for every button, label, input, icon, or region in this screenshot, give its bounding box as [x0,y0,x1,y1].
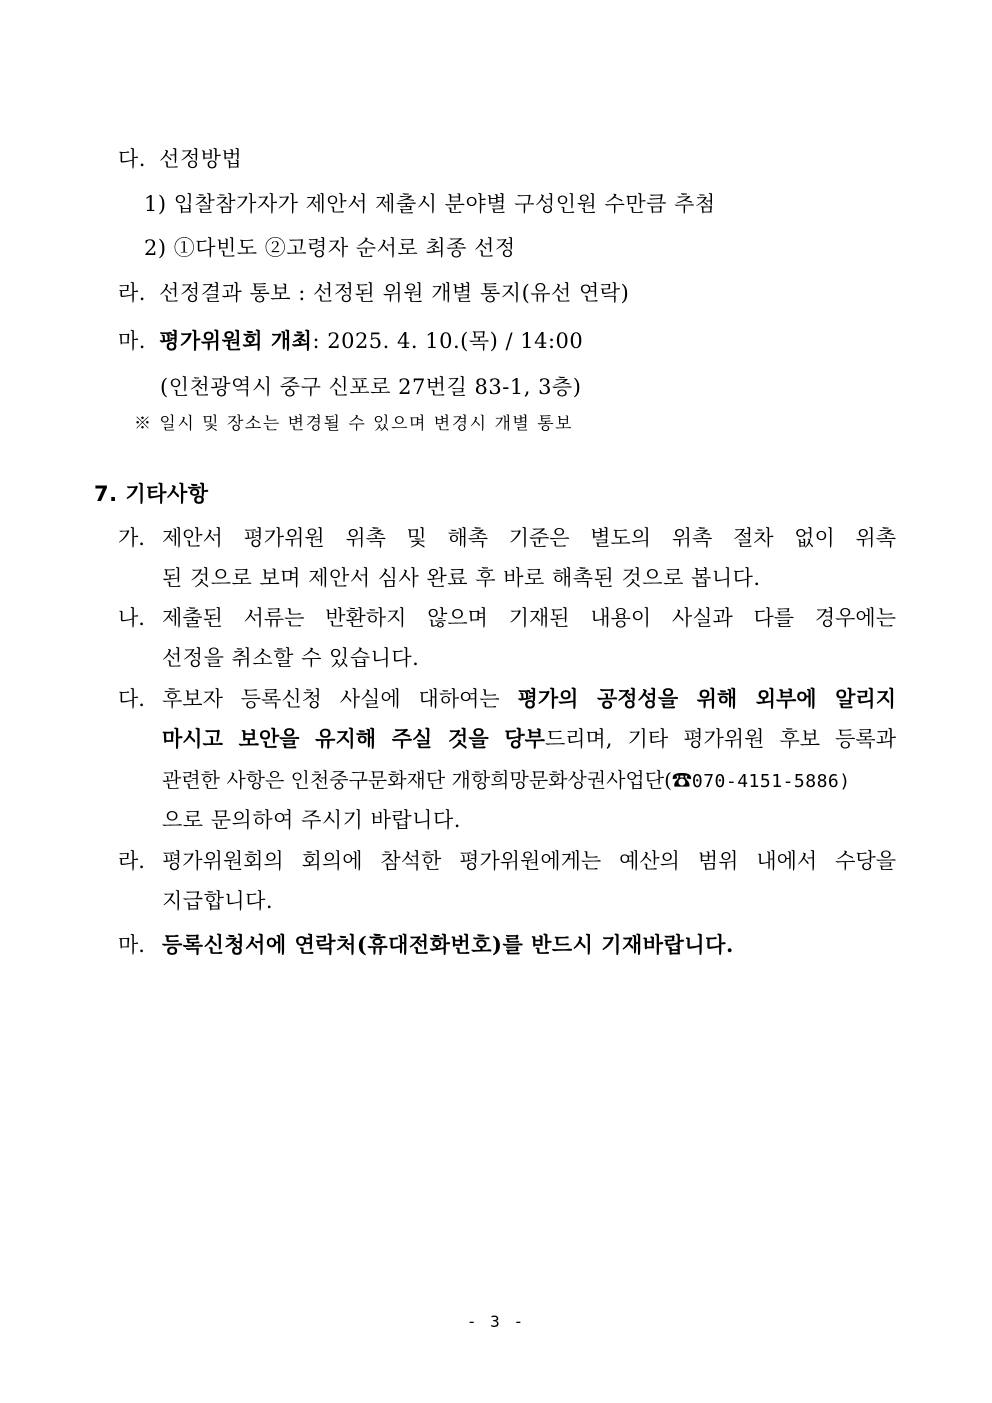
item-da-line-2 [162,725,896,753]
item-marker: 마. [118,933,145,957]
method-step-2: 2) ①다빈도 ②고령자 순서로 최종 선정 [144,236,516,260]
page-number: - 3 - [466,1312,526,1331]
item-da-line-4: 으로 문의하여 주시기 바랍니다. [162,808,461,832]
item-ga-line-1: 제안서 평가위원 위촉 및 해촉 기준은 별도의 위촉 절차 없이 위촉 [162,526,896,550]
item-na-line-2: 선정을 취소할 수 있습니다. [162,646,420,670]
item-ma-contact-required: 등록신청서에 연락처(휴대전화번호)를 반드시 기재바랍니다. [162,932,734,957]
text-span: 드리며, 기타 평가위원 후보 등록과 [544,727,896,751]
item-marker: 나. [118,606,145,630]
meeting-label: 평가위원회 개최 [159,328,313,353]
emphasis-span: 평가의 공정성을 위해 외부에 알리지 [517,686,896,711]
item-ma-committee-meeting [118,327,583,355]
method-step-1: 1) 입찰참가자가 제안서 제출시 분야별 구성인원 수만큼 추첨 [144,192,716,216]
item-ra-line-2: 지급합니다. [162,889,274,913]
text-span: 관련한 사항은 인천중구문화재단 개항희망문화상권사업단( [162,768,672,792]
change-note: ※ 일시 및 장소는 변경될 수 있으며 변경시 개별 통보 [134,414,574,434]
item-marker: 가. [118,526,145,550]
section-heading: 7. 기타사항 [94,482,209,506]
item-na-line-1: 제출된 서류는 반환하지 않으며 기재된 내용이 사실과 다를 경우에는 [162,606,896,630]
phone-icon: ☎ [671,768,692,792]
item-da-line-3 [162,766,851,796]
item-marker: 다. [118,147,146,171]
meeting-address: (인천광역시 중구 신포로 27번길 83-1, 3층) [160,375,582,399]
item-marker: 마. [118,329,146,353]
item-text: 선정방법 [159,147,243,171]
item-ra-result-notice [118,279,629,307]
meeting-datetime: : 2025. 4. 10.(목) / 14:00 [312,329,584,353]
phone-number: 070-4151-5886) [691,771,851,792]
item-da-selection-method [118,145,242,173]
item-text: 선정결과 통보 : 선정된 위원 개별 통지(유선 연락) [159,281,630,305]
item-marker: 라. [118,281,146,305]
emphasis-span: 마시고 보안을 유지해 주실 것을 당부 [162,726,545,751]
item-da-line-1 [162,685,896,713]
text-span: 후보자 등록신청 사실에 대하여는 [162,687,518,711]
item-marker: 라. [118,849,145,873]
item-ra-line-1: 평가위원회의 회의에 참석한 평가위원에게는 예산의 범위 내에서 수당을 [162,849,896,873]
item-marker: 다. [118,687,145,711]
item-ga-line-2: 된 것으로 보며 제안서 심사 완료 후 바로 해촉된 것으로 봅니다. [162,566,761,590]
